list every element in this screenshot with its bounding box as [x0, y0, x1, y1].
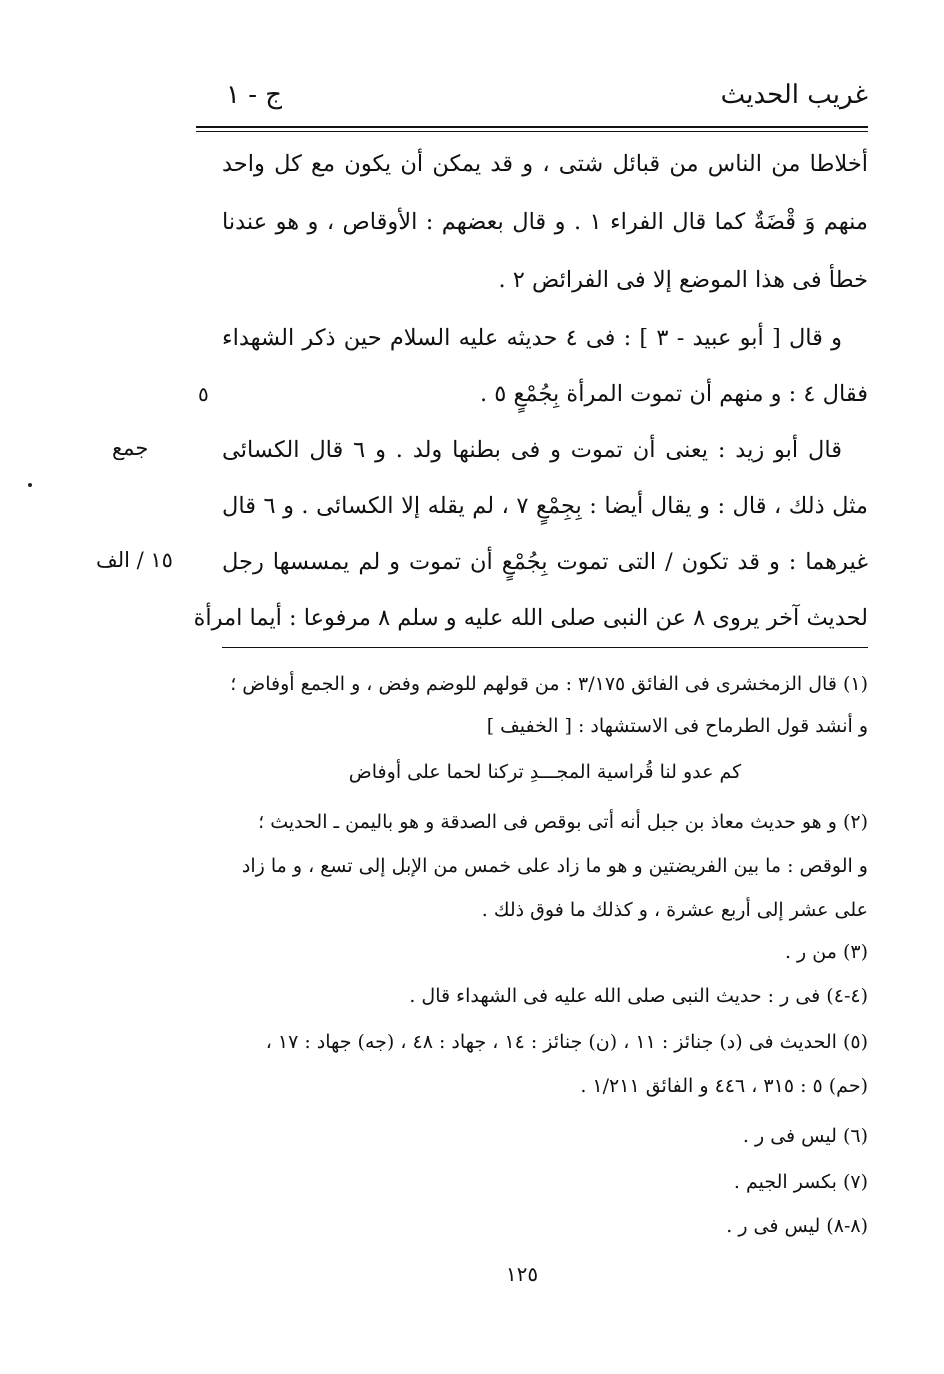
header-rule-thick: [196, 126, 868, 128]
main-text-line-6: قال أبو زيد : يعنى أن تموت و فى بطنها ولد . و ٦ قال الكسائى: [222, 437, 842, 463]
margin-note-word: جمع: [112, 436, 149, 460]
footnote-line-12: (٧) بكسر الجيم .: [733, 1171, 868, 1193]
running-title: غريب الحديث: [720, 80, 868, 110]
page-number: ١٢٥: [505, 1262, 539, 1286]
footnote-line-8: (٤-٤) فى ر : حديث النبى صلى الله عليه فى الشهداء قال .: [409, 985, 868, 1007]
main-text-line-5: فقال ٤ : و منهم أن تموت المرأة بِجُمْعٍ ٥ .: [479, 381, 868, 407]
footnote-line-6: على عشر إلى أربع عشرة ، و كذلك ما فوق ذلك .: [481, 899, 868, 921]
footnote-line-9: (٥) الحديث فى (د) جنائز : ١١ ، (ن) جنائز : ١٤ ، جهاد : ٤٨ ، (جه) جهاد : ١٧ ،: [265, 1031, 868, 1053]
header-rule-thin: [196, 131, 868, 132]
main-text-line-9: لحديث آخر يروى ٨ عن النبى صلى الله عليه و سلم ٨ مرفوعا : أيما امرأة: [193, 605, 868, 631]
footnote-line-2: و أنشد قول الطرماح فى الاستشهاد : [ الخفيف ]: [486, 715, 868, 737]
volume-label: ج - ١: [226, 80, 283, 110]
footnote-line-13: (٨-٨) ليس فى ر .: [726, 1215, 868, 1237]
footnote-line-1: (١) قال الزمخشرى فى الفائق ٣/١٧٥ : من قولهم للوضم وفض ، و الجمع أوفاض ؛: [230, 673, 868, 695]
main-text-line-4: و قال [ أبو عبيد - ٣ ] : فى ٤ حديثه عليه السلام حين ذكر الشهداء: [222, 325, 842, 351]
footnote-line-11: (٦) ليس فى ر .: [742, 1125, 868, 1147]
footnote-verse: كم عدو لنا قُراسية المجـــدِ تركنا لحما على أوفاض: [348, 761, 742, 783]
main-text-line-1: أخلاطا من الناس من قبائل شتى ، و قد يمكن أن يكون مع كل واحد: [222, 151, 868, 177]
main-text-line-8: غيرهما : و قد تكون / التى تموت بِجُمْعٍ أن تموت و لم يمسسها رجل: [222, 549, 868, 575]
main-text-line-2: منهم وَ قْضَةٌ كما قال الفراء ١ . و قال بعضهم : الأوقاص ، و هو عندنا: [222, 209, 868, 235]
main-text-line-7: مثل ذلك ، قال : و يقال أيضا : بِجِمْعٍ ٧ ، لم يقله إلا الكسائى . و ٦ قال: [222, 493, 868, 519]
margin-folio-marker: ١٥ / الف: [96, 548, 173, 572]
main-text-line-3: خطأ فى هذا الموضع إلا فى الفرائض ٢ .: [498, 267, 868, 293]
footnote-line-5: و الوقص : ما بين الفريضتين و هو ما زاد على خمس من الإبل إلى تسع ، و ما زاد: [241, 855, 868, 877]
stray-mark: [28, 483, 32, 487]
line-number: ٥: [198, 382, 209, 406]
footnote-line-10: (حم) ٥ : ٣١٥ ، ٤٤٦ و الفائق ١/٢١١ .: [580, 1075, 868, 1097]
footnote-line-4: (٢) و هو حديث معاذ بن جبل أنه أتى بوقص فى الصدقة و هو باليمن ـ الحديث ؛: [258, 811, 868, 833]
footnote-separator: [222, 647, 868, 648]
footnote-line-7: (٣) من ر .: [784, 941, 868, 963]
